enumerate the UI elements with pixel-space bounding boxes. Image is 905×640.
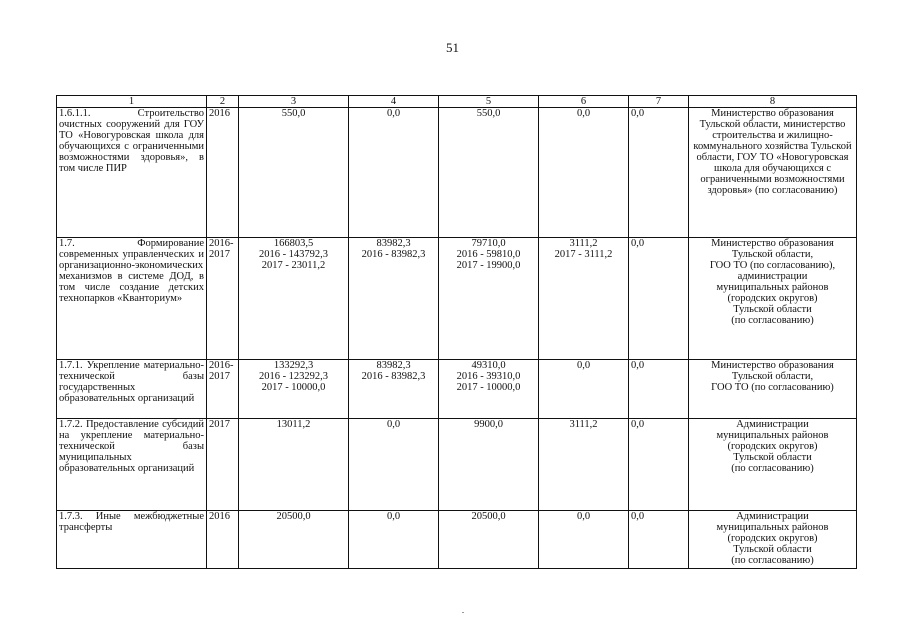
executor-line: (по согласованию) [731, 555, 814, 566]
value-line: 2017 - 10000,0 [261, 382, 326, 393]
value-line: 0,0 [631, 511, 645, 522]
table-row [57, 360, 857, 419]
executor-line: Министерство образования [711, 238, 834, 249]
row-years: 2016 [207, 511, 239, 569]
header-col-7: 7 [629, 96, 689, 108]
executor-line: Администрации [736, 419, 809, 430]
row-years: 2016-2017 [207, 238, 239, 360]
row-other [629, 419, 689, 511]
row-name: 1.6.1.1. Строительство очистных сооружений для ГОУ ТО «Новогуровская школа для обучающихся с ограниченными возможностями здоровья», в том числе ПИР [57, 108, 207, 238]
row-federal [349, 238, 439, 360]
row-executors [689, 238, 857, 360]
value-line: 2017 - 3111,2 [554, 249, 613, 260]
value-line: 0,0 [386, 511, 401, 522]
executor-line: Администрации [736, 511, 809, 522]
row-other [629, 108, 689, 238]
value-line: 2016 - 143792,3 [258, 249, 329, 260]
value-line: 20500,0 [471, 511, 506, 522]
value-line: 2016 - 123292,3 [258, 371, 329, 382]
value-line: 0,0 [576, 360, 591, 371]
row-name: 1.7. Формирование современных управленческих и организационно-экономических механизмов в системе ДОД, в том числе создание детских технопарков «Кванториум» [57, 238, 207, 360]
executor-line: Тульской области, [731, 371, 814, 382]
value-line: 83982,3 [376, 360, 411, 371]
executor-line: (по согласованию) [731, 315, 814, 326]
header-col-6: 6 [539, 96, 629, 108]
row-local [539, 511, 629, 569]
value-line: 550,0 [281, 108, 306, 119]
executor-line: муниципальных районов [716, 430, 829, 441]
value-line: 2017 - 19900,0 [456, 260, 521, 271]
row-total [239, 511, 349, 569]
value-line: 3111,2 [569, 238, 598, 249]
value-line: 2017 - 23011,2 [261, 260, 326, 271]
row-name: 1.7.3. Иные межбюджетные трансферты [57, 511, 207, 569]
executor-line: Тульской области [733, 452, 812, 463]
table-row [57, 511, 857, 569]
row-total [239, 419, 349, 511]
value-line: 0,0 [631, 419, 645, 430]
row-executors: Министерство образования Тульской области, министерство строительства и жилищно-коммунального хозяйства Тульской области, ГОУ ТО «Новогуровская школа для обучающихся с ограниченными возможностями здоровья» (по согласованию) [689, 108, 857, 238]
value-line: 20500,0 [276, 511, 311, 522]
executor-line: Тульской области [733, 544, 812, 555]
row-regional [439, 108, 539, 238]
executor-line: Министерство образования [711, 360, 834, 371]
executor-line: Тульской области, [731, 249, 814, 260]
executor-line: (городских округов) [727, 441, 818, 452]
value-line: 550,0 [476, 108, 501, 119]
row-regional [439, 419, 539, 511]
row-regional [439, 511, 539, 569]
value-line: 2016 - 59810,0 [456, 249, 521, 260]
value-line: 166803,5 [273, 238, 314, 249]
value-line: 49310,0 [471, 360, 506, 371]
row-local [539, 108, 629, 238]
row-years: 2017 [207, 419, 239, 511]
row-federal [349, 419, 439, 511]
value-line: 2016 - 39310,0 [456, 371, 521, 382]
row-executors [689, 419, 857, 511]
header-col-5: 5 [439, 96, 539, 108]
executor-line: администрации [737, 271, 808, 282]
row-other [629, 360, 689, 419]
value-line: 0,0 [576, 511, 591, 522]
row-local [539, 360, 629, 419]
header-row [57, 96, 857, 108]
executor-line: Тульской области [733, 304, 812, 315]
table-row [57, 108, 857, 238]
row-other [629, 511, 689, 569]
value-line: 13011,2 [276, 419, 311, 430]
row-name: 1.7.2. Предоставление субсидий на укрепление материально-технической базы муниципальных образовательных организаций [57, 419, 207, 511]
program-table [56, 95, 857, 569]
header-col-2: 2 [207, 96, 239, 108]
executor-line: муниципальных районов [716, 522, 829, 533]
executor-line: (по согласованию) [731, 463, 814, 474]
executor-line: муниципальных районов [716, 282, 829, 293]
row-local [539, 419, 629, 511]
row-regional [439, 360, 539, 419]
executor-line: (городских округов) [727, 533, 818, 544]
scan-artifact [462, 612, 464, 613]
row-name: 1.7.1. Укрепление материально-технической базы государственных образовательных организаций [57, 360, 207, 419]
row-total [239, 360, 349, 419]
row-executors [689, 511, 857, 569]
row-years: 2016-2017 [207, 360, 239, 419]
value-line: 3111,2 [569, 419, 598, 430]
row-total [239, 238, 349, 360]
header-col-1: 1 [57, 96, 207, 108]
row-regional [439, 238, 539, 360]
header-col-4: 4 [349, 96, 439, 108]
value-line: 0,0 [386, 419, 401, 430]
row-federal [349, 108, 439, 238]
row-total [239, 108, 349, 238]
row-local [539, 238, 629, 360]
header-col-3: 3 [239, 96, 349, 108]
header-col-8: 8 [689, 96, 857, 108]
row-years: 2016 [207, 108, 239, 238]
table-row [57, 419, 857, 511]
value-line: 83982,3 [376, 238, 411, 249]
page-number: 51 [446, 40, 459, 55]
executor-line: (городских округов) [727, 293, 818, 304]
value-line: 0,0 [631, 108, 645, 119]
value-line: 133292,3 [273, 360, 314, 371]
row-federal [349, 360, 439, 419]
executor-line: ГОО ТО (по согласованию), [709, 260, 836, 271]
value-line: 2016 - 83982,3 [361, 249, 426, 260]
table-row [57, 238, 857, 360]
value-line: 0,0 [631, 360, 645, 371]
value-line: 2016 - 83982,3 [361, 371, 426, 382]
row-other [629, 238, 689, 360]
value-line: 0,0 [631, 238, 645, 249]
value-line: 0,0 [576, 108, 591, 119]
value-line: 9900,0 [474, 419, 503, 430]
value-line: 79710,0 [471, 238, 506, 249]
value-line: 2017 - 10000,0 [456, 382, 521, 393]
row-executors [689, 360, 857, 419]
row-federal [349, 511, 439, 569]
value-line: 0,0 [386, 108, 401, 119]
executor-line: ГОО ТО (по согласованию) [711, 382, 834, 393]
